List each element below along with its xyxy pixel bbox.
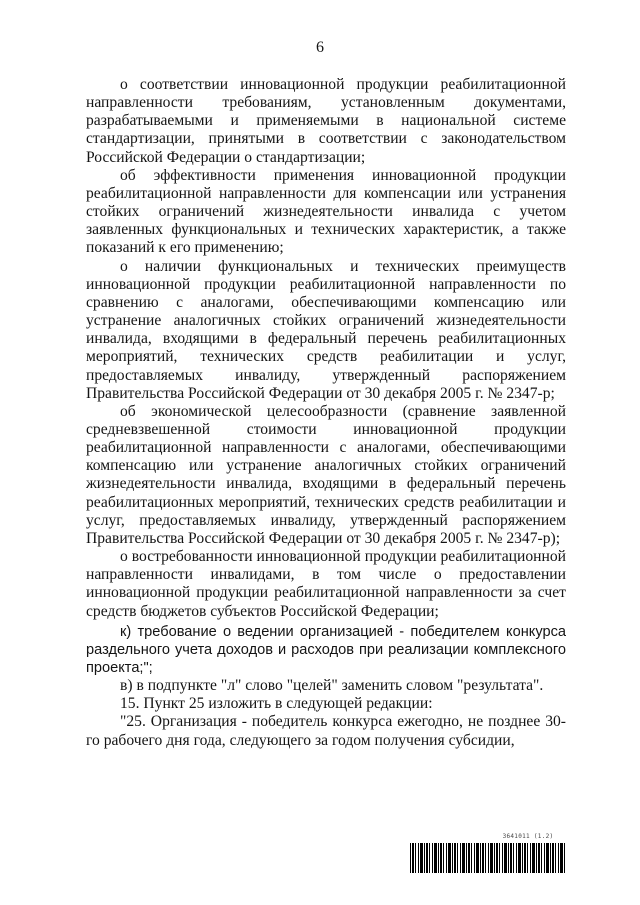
document-body (86, 76, 566, 750)
paragraph-subpoint-k: к) требование о ведении организацией - победителем конкурса раздельного учета доходов и расходов при реализации комплексного проекта;"; (86, 623, 566, 676)
page-number: 6 (316, 39, 324, 56)
barcode-icon (410, 843, 566, 873)
paragraph-subpoint-v: в) в подпункте "л" слово "целей" заменить словом "результата". (120, 677, 544, 695)
document-stamp-code: 3641011 (1.2) (502, 833, 554, 840)
paragraph-effectiveness: об эффективности применения инновационной продукции реабилитационной направленности для компенсации или устранения стойких ограничений жизнедеятельности инвалида с учетом заявленных функциональных и технических характеристик, а также показаний к его применению; (86, 166, 566, 257)
paragraph-item-25: "25. Организация - победитель конкурса ежегодно, не позднее 30-го рабочего дня года, следующего за годом получения субсидии, (86, 713, 566, 749)
paragraph-economic-feasibility: об экономической целесообразности (сравнение заявленной средневзвешенной стоимости инновационной продукции реабилитационной направленности с аналогами, обеспечивающими компенсацию или устранение аналогичных стойких ограничений жизнедеятельности инвалида, входящими в федеральный перечень реабилитационных мероприятий, технических средств реабилитации и услуг, предоставляемых инвалиду, утвержденный распоряжением Правительства Российской Федерации от 30 декабря 2005 г. № 2347-р); (86, 402, 566, 547)
paragraph-demand: о востребованности инновационной продукции реабилитационной направленности инвалидами, в том числе о предоставлении инновационной продукции реабилитационной направленности за счет средств бюджетов субъектов Российской Федерации; (86, 548, 566, 620)
paragraph-standardization: о соответствии инновационной продукции реабилитационной направленности требованиям, установленным документами, разрабатываемыми и применяемыми в национальной системе стандартизации, принятыми в соответствии с законодательством Российской Федерации о стандартизации; (86, 76, 566, 166)
paragraph-advantages: о наличии функциональных и технических преимуществ инновационной продукции реабилитационной направленности по сравнению с аналогами, обеспечивающими компенсацию или устранение аналогичных стойких ограничений жизнедеятельности инвалида, входящими в федеральный перечень реабилитационных мероприятий, технических средств реабилитации и услуг, предоставляемых инвалиду, утвержденный распоряжением Правительства Российской Федерации от 30 декабря 2005 г. № 2347-р; (86, 257, 566, 402)
paragraph-item-15: 15. Пункт 25 изложить в следующей редакции: (120, 695, 433, 713)
